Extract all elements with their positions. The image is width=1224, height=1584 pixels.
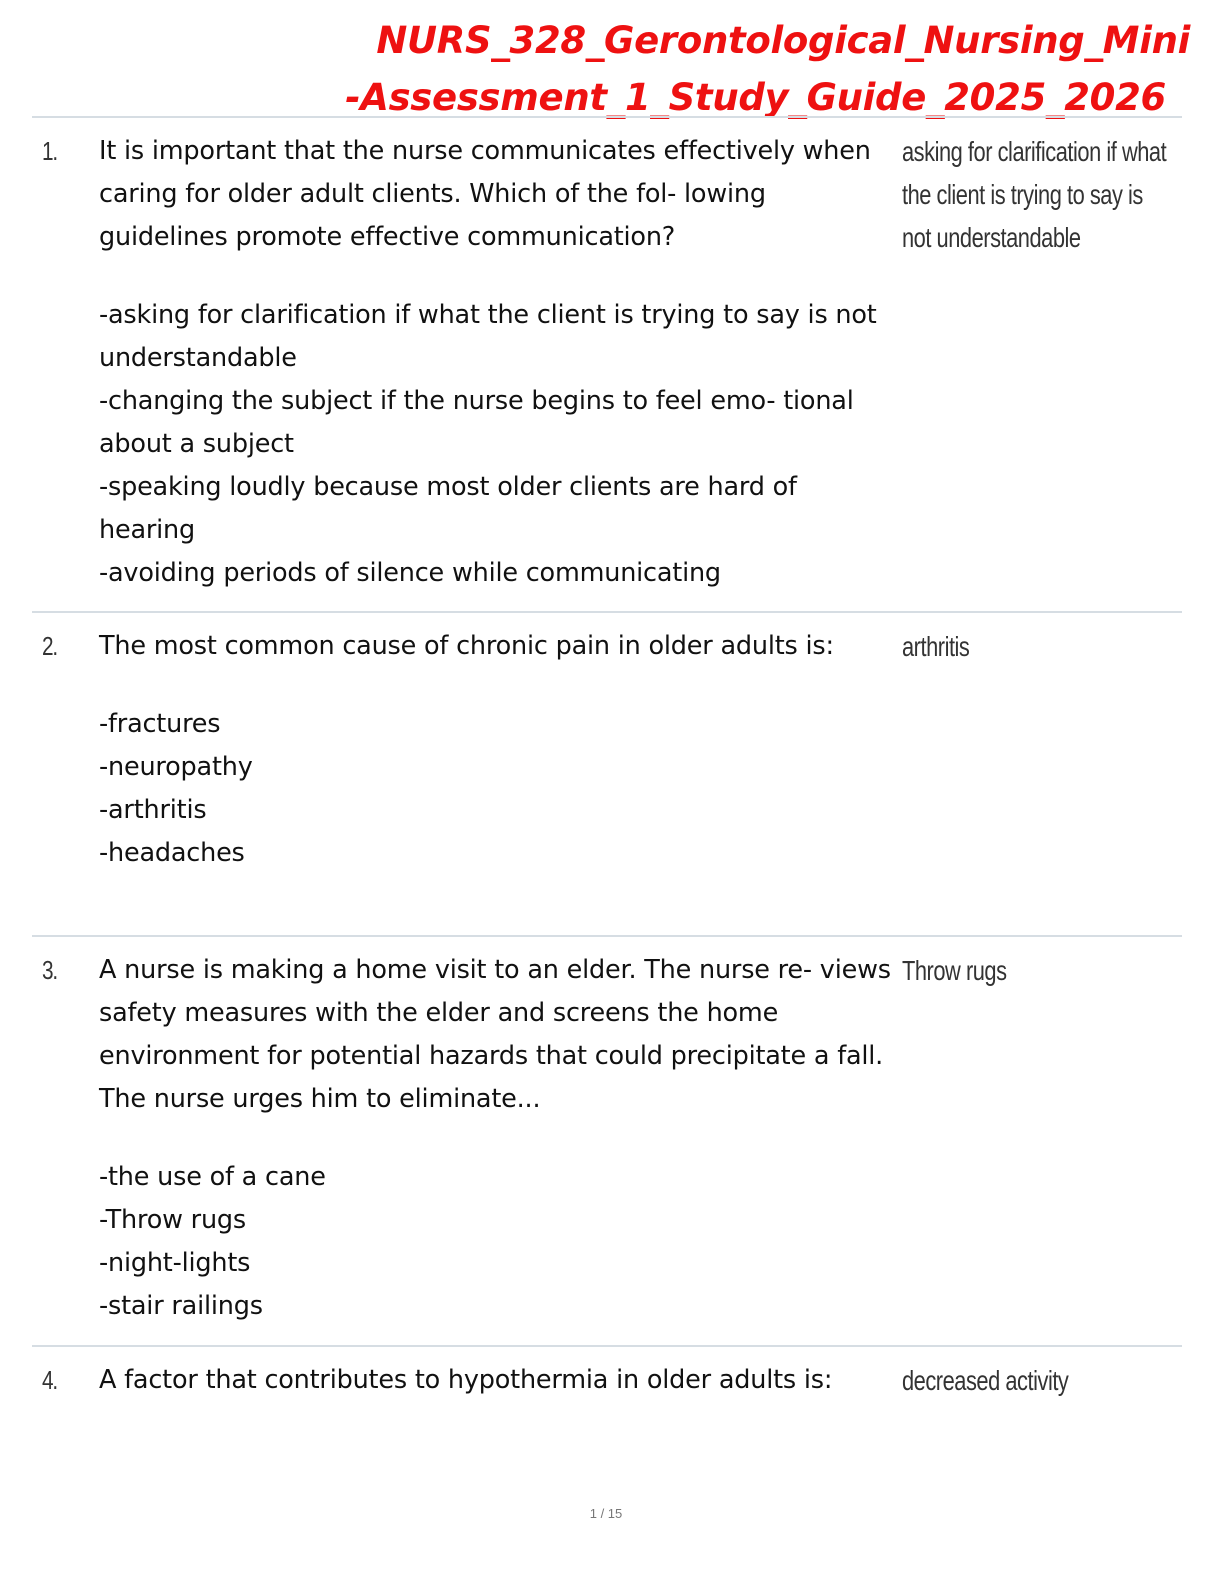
answer-text: asking for clarification if what the client is trying to say is not understandable	[902, 136, 1167, 253]
document-title	[310, 12, 1190, 126]
document-title-line-1: NURS_328_Gerontological_Nursing_Mini	[376, 19, 1190, 62]
question-options: -fractures -neuropathy -arthritis -headaches	[99, 709, 253, 868]
question-text	[99, 1359, 899, 1402]
divider	[32, 116, 1182, 118]
answer-text: arthritis	[902, 631, 970, 662]
question-number: 2.	[42, 631, 57, 661]
question-text	[99, 130, 899, 595]
divider	[32, 611, 1182, 613]
question-number: 1.	[42, 136, 57, 166]
page-indicator: 1 / 15	[589, 1506, 623, 1521]
question-prompt: It is important that the nurse communicates effectively when caring for older adult clients. Which of the fol- lowing guidelines promote effective communication?	[99, 136, 879, 252]
divider	[32, 1345, 1182, 1347]
document-title-line-2: -Assessment_1_Study_Guide_2025_2026	[345, 76, 1166, 119]
question-card-1	[32, 130, 1182, 600]
question-card-2	[32, 625, 1182, 925]
question-number: 3.	[42, 955, 57, 985]
question-options: -asking for clarification if what the client is trying to say is not understandable -changing the subject if the nurse begins to feel emo- tional about a subject -speaking loudly because most older clients are hard of hearing -avoiding periods of silence while communicating	[99, 300, 877, 588]
answer-text: decreased activity	[902, 1365, 1069, 1396]
question-prompt: The most common cause of chronic pain in older adults is:	[99, 631, 834, 661]
question-prompt: A factor that contributes to hypothermia in older adults is:	[99, 1365, 833, 1395]
question-number: 4.	[42, 1365, 57, 1395]
question-options: -the use of a cane -Throw rugs -night-lights -stair railings	[99, 1162, 326, 1321]
question-card-3	[32, 949, 1182, 1334]
divider	[32, 935, 1182, 937]
answer-text: Throw rugs	[902, 955, 1007, 986]
question-text	[99, 949, 899, 1328]
question-card-4	[32, 1359, 1182, 1459]
question-text	[99, 625, 899, 875]
question-prompt: A nurse is making a home visit to an elder. The nurse re- views safety measures with the elder and screens the home environment for potential hazards that could precipitate a fall. The nurse urges him to eliminate...	[99, 955, 899, 1114]
